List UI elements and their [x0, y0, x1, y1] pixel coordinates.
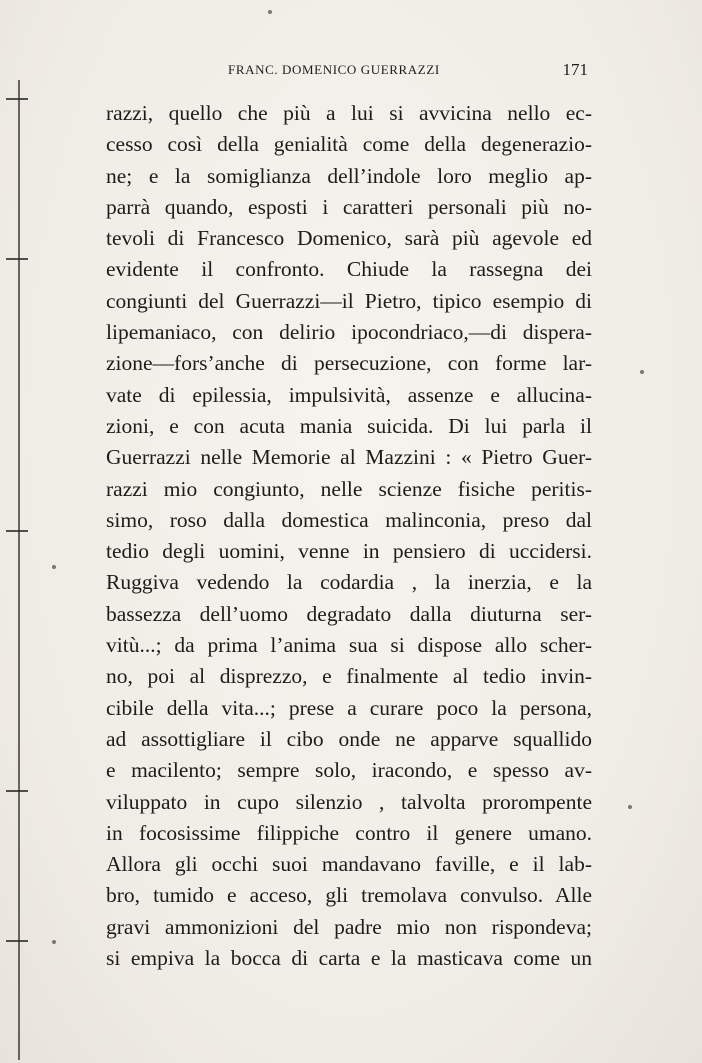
- text-line: evidente il confronto. Chiude la rassegna dei: [106, 257, 592, 282]
- text-line: simo, roso dalla domestica malinconia, preso dal: [106, 507, 592, 532]
- paper-speck: [52, 940, 56, 944]
- text-line: e macilento; sempre solo, iracondo, e spesso av-: [106, 758, 592, 783]
- text-line: bassezza dell’uomo degradato dalla diuturna ser-: [106, 601, 592, 626]
- text-line: Guerrazzi nelle Memorie al Mazzini : « Pietro Guer-: [106, 445, 592, 470]
- text-line: ne; e la somiglianza dell’indole loro meglio ap-: [106, 163, 592, 188]
- text-line: lipemaniaco, con delirio ipocondriaco,—di dispera-: [106, 320, 592, 345]
- text-line: Allora gli occhi suoi mandavano faville, e il lab-: [106, 852, 592, 877]
- page-header: [228, 60, 588, 80]
- paper-speck: [52, 565, 56, 569]
- text-line: zioni, e con acuta mania suicida. Di lui parla il: [106, 413, 592, 438]
- text-line: Ruggiva vedendo la codardia , la inerzia, e la: [106, 570, 592, 595]
- text-line: no, poi al disprezzo, e finalmente al tedio invin-: [106, 664, 592, 689]
- text-line: gravi ammonizioni del padre mio non rispondeva;: [106, 914, 592, 939]
- text-line: viluppato in cupo silenzio , talvolta prorompente: [106, 789, 592, 814]
- paper-speck: [628, 805, 632, 809]
- text-line: tedio degli uomini, venne in pensiero di uccidersi.: [106, 539, 592, 564]
- text-line: ad assottigliare il cibo onde ne apparve squallido: [106, 726, 592, 751]
- margin-tick-mark: [6, 940, 28, 942]
- text-line: tevoli di Francesco Domenico, sarà più agevole ed: [106, 226, 592, 251]
- margin-tick-mark: [6, 258, 28, 260]
- paper-speck: [640, 370, 644, 374]
- text-line: si empiva la bocca di carta e la masticava come un: [106, 946, 592, 971]
- text-line: bro, tumido e acceso, gli tremolava convulso. Alle: [106, 883, 592, 908]
- text-line: razzi, quello che più a lui si avvicina nello ec-: [106, 101, 592, 125]
- body-text: [106, 98, 592, 974]
- text-line: cesso così della genialità come della degenerazio-: [106, 132, 592, 157]
- text-line: zione—fors’anche di persecuzione, con forme lar-: [106, 351, 592, 376]
- margin-tick-mark: [6, 530, 28, 532]
- margin-tick-mark: [6, 790, 28, 792]
- margin-tick-mark: [6, 98, 28, 100]
- page-number: 171: [562, 60, 588, 79]
- text-line: in focosissime filippiche contro il genere umano.: [106, 820, 592, 845]
- text-line: parrà quando, esposti i caratteri personali più no-: [106, 194, 592, 219]
- text-line: congiunti del Guerrazzi—il Pietro, tipico esempio di: [106, 288, 592, 313]
- text-line: vate di epilessia, impulsività, assenze e allucina-: [106, 382, 592, 407]
- running-head: FRANC. DOMENICO GUERRAZZI: [228, 62, 440, 77]
- text-line: vitù...; da prima l’anima sua si dispose allo scher-: [106, 633, 592, 658]
- binding-margin-line: [18, 80, 20, 1060]
- paper-speck: [268, 10, 272, 14]
- text-line: razzi mio congiunto, nelle scienze fisiche peritis-: [106, 476, 592, 501]
- text-line: cibile della vita...; prese a curare poco la persona,: [106, 695, 592, 720]
